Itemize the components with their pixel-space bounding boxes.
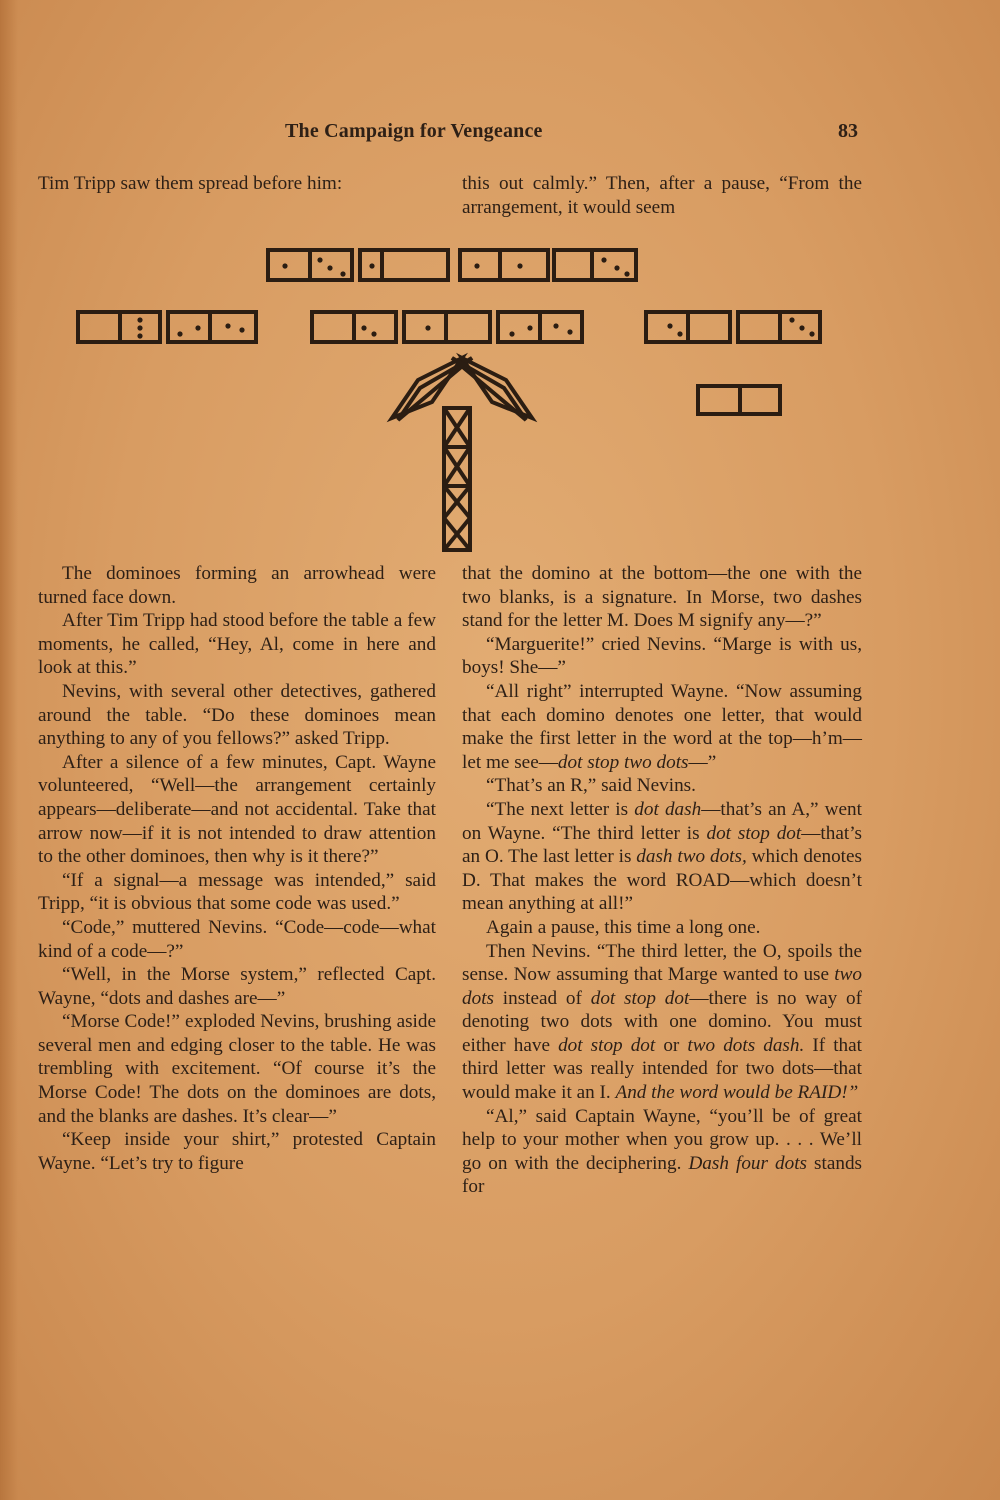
paragraph: “That’s an R,” said Nevins.	[486, 775, 696, 797]
paragraph: this out calmly.” Then, after a pause, “From the arrangement, it would seem	[462, 173, 862, 218]
paragraph: After a silence of a few minutes, Capt. Wayne volunteered, “Well—the arrangement certainly appears—deliberate—and not accidental. Take that arrow now—if it is not intended to draw attention to the other dominoes, then why is it there?”	[38, 751, 436, 868]
domino-d	[554, 250, 636, 280]
paragraph: “Keep inside your shirt,” protested Captain Wayne. “Let’s try to figure	[38, 1129, 436, 1174]
paragraph	[462, 798, 862, 916]
domino-pips	[137, 257, 814, 338]
domino-signature	[698, 386, 780, 414]
text-run: Then Nevins. “The third letter, the O, spoils the sense. Now assuming that Marge wanted to use	[462, 940, 862, 986]
paragraph	[462, 940, 862, 1105]
paragraph	[462, 680, 862, 774]
text-run: stands for	[462, 1152, 862, 1198]
page-header	[0, 120, 1000, 150]
italic-run: Dash four dots	[688, 1152, 807, 1174]
paragraph: “Morse Code!” exploded Nevins, brushing aside several men and edging closer to the table. He was trembling with excitement. “Of course it’s the Morse Code! The dots on the dominoes are dots, and the blanks are dashes. It’s clear—”	[38, 1011, 436, 1127]
italic-run: two dots dash.	[687, 1034, 805, 1056]
domino-figure	[0, 230, 1000, 570]
page-number: 83	[838, 120, 858, 142]
paragraph	[462, 1105, 862, 1199]
domino-row-road	[268, 250, 636, 280]
text-run: —”	[688, 751, 717, 773]
paragraph: Again a pause, this time a long one.	[486, 916, 761, 938]
text-run: “All right” interrupted Wayne. “Now assuming that each domino denotes one letter, that would make the first letter in the word at the top—h’m—let me see—	[462, 680, 862, 773]
paragraph: After Tim Tripp had stood before the table a few moments, he called, “Hey, Al, come in here and look at this.”	[38, 610, 436, 679]
domino-o	[460, 250, 548, 280]
paragraph: “Well, in the Morse system,” reflected Capt. Wayne, “dots and dashes are—”	[38, 964, 436, 1009]
italic-run: dot stop dot	[558, 1034, 656, 1056]
top-left-text	[38, 172, 436, 196]
domino-arrow	[392, 358, 532, 550]
italic-run: dot dash	[634, 798, 702, 820]
paragraph: that the domino at the bottom—the one with the two blanks, is a signature. In Morse, two dashes stand for the letter M. Does M signify any—?”	[462, 563, 862, 632]
text-run: which denotes D. That makes the word ROAD—which doesn’t mean anything at all!”	[462, 846, 862, 915]
paragraph: “If a signal—a message was intended,” said Tripp, “it is obvious that some code was used.”	[38, 869, 436, 915]
italic-run: two dots	[462, 964, 862, 1009]
italic-run: dot stop dot	[590, 987, 690, 1009]
paragraph: Tim Tripp saw them spread before him:	[38, 173, 343, 194]
italic-run: And the word would be RAID!”	[615, 1082, 859, 1104]
text-run: If that third letter was really intended for two dots—that would make it an I.	[462, 1034, 862, 1104]
text-run: or	[655, 1034, 688, 1056]
domino-r	[268, 250, 352, 280]
running-title: The Campaign for Vengeance	[285, 120, 543, 142]
paragraph: The dominoes forming an arrowhead were turned face down.	[38, 563, 436, 608]
text-run: “The next letter is	[486, 798, 635, 820]
left-column	[38, 562, 436, 1175]
text-run: instead of	[494, 987, 591, 1009]
italic-run: dot stop two dots	[557, 751, 689, 773]
paragraph: “Marguerite!” cried Nevins. “Marge is with us, boys! She—”	[462, 633, 862, 679]
paragraph: “Code,” muttered Nevins. “Code—code—what kind of a code—?”	[38, 916, 436, 962]
text-run: “Al,” said Captain Wayne, “you’ll be of great help to your mother when you grow up. . . . We’ll go on with the deciphering.	[462, 1105, 862, 1174]
right-column	[462, 562, 862, 1199]
paragraph: Nevins, with several other detectives, gathered around the table. “Do these dominoes mean anything to any of you fellows?” asked Tripp.	[38, 680, 436, 750]
page-edge-shadow	[0, 0, 18, 1500]
text-run: —that’s an O. The last letter is	[462, 822, 862, 868]
italic-run: dot stop dot	[706, 822, 802, 844]
text-run: —there is no way of denoting two dots with one domino. You must either have	[462, 987, 862, 1056]
top-right-text	[462, 172, 862, 219]
italic-run: dash two dots,	[636, 846, 747, 868]
text-run: —that’s an A,” went on Wayne. “The third letter is	[462, 798, 862, 844]
domino-row-second	[78, 312, 820, 342]
